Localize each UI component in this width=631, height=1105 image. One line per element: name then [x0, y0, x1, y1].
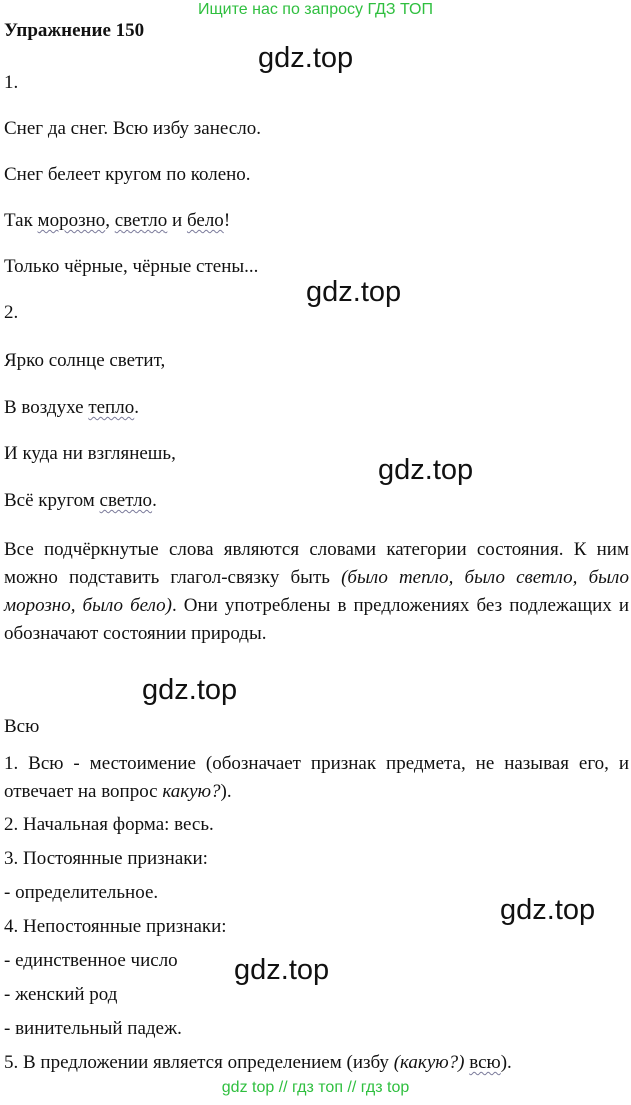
text-fragment: 1. Всю - местоимение (обозначает признак предмета, не называя его, и отвечает на вопрос [4, 753, 629, 802]
analysis-item: - единственное число [4, 950, 178, 971]
poem-line: Снег белеет кругом по колено. [4, 164, 251, 185]
italic-question: какую? [162, 781, 221, 802]
underlined-word: светло [99, 490, 153, 511]
part-number: 1. [4, 72, 19, 93]
analysis-item: - женский род [4, 984, 118, 1005]
poem-line [4, 490, 157, 512]
analysis-item: 2. Начальная форма: весь. [4, 814, 214, 835]
watermark: gdz.top [500, 894, 596, 926]
text-fragment: ! [223, 210, 231, 231]
footer-links[interactable]: gdz top // гдз топ // гдз top [221, 1079, 410, 1096]
poem-line [4, 397, 139, 419]
analysis-item: - определительное. [4, 882, 159, 903]
text-fragment: Всё кругом [4, 490, 100, 511]
search-hint-link[interactable]: Ищите нас по запросу ГДЗ ТОП [198, 1, 433, 18]
text-fragment: , [105, 210, 115, 231]
watermark: gdz.top [234, 954, 330, 986]
poem-line: Снег да снег. Всю избу занесло. [4, 118, 261, 139]
watermark: gdz.top [258, 42, 354, 74]
text-fragment: . Они употреблены в предложениях без подлежащих и обозначают состоянии природы. [4, 595, 630, 644]
underlined-word: бело [186, 210, 224, 231]
poem-line: Ярко солнце светит, [4, 350, 166, 371]
poem-line: И куда ни взглянешь, [4, 443, 176, 464]
watermark: gdz.top [142, 674, 238, 706]
underlined-word: морозно [37, 210, 106, 231]
text-fragment: и [167, 210, 187, 231]
analysis-item [4, 750, 629, 806]
text-fragment: В воздухе [4, 397, 89, 418]
italic-examples: (было тепло, было светло, было морозно, было бело) [4, 567, 630, 616]
italic-question: (какую?) [393, 1052, 465, 1073]
analysis-item: 3. Постоянные признаки: [4, 848, 208, 869]
analysis-word: Всю [4, 716, 40, 737]
underlined-word: всю [469, 1052, 501, 1073]
watermark: gdz.top [378, 454, 474, 486]
exercise-title: Упражнение 150 [4, 20, 145, 41]
analysis-item: - винительный падеж. [4, 1018, 182, 1039]
text-fragment: ). [220, 781, 232, 802]
text-fragment: ). [500, 1052, 512, 1073]
text-fragment: Все подчёркнутые слова являются словами категории состояния. К ним можно подставить глагол-связку быть [4, 539, 629, 588]
text-fragment: . [134, 397, 139, 418]
analysis-item: 4. Непостоянные признаки: [4, 916, 227, 937]
part-number: 2. [4, 302, 19, 323]
text-fragment: Так [4, 210, 38, 231]
poem-line: Только чёрные, чёрные стены... [4, 256, 259, 277]
text-fragment: . [152, 490, 157, 511]
underlined-word: тепло [88, 397, 135, 418]
analysis-item [4, 1052, 512, 1074]
watermark: gdz.top [306, 276, 402, 308]
underlined-word: светло [114, 210, 168, 231]
text-fragment: 5. В предложении является определением (избу [4, 1052, 394, 1073]
explanation-paragraph [4, 536, 629, 648]
poem-line [4, 210, 230, 232]
